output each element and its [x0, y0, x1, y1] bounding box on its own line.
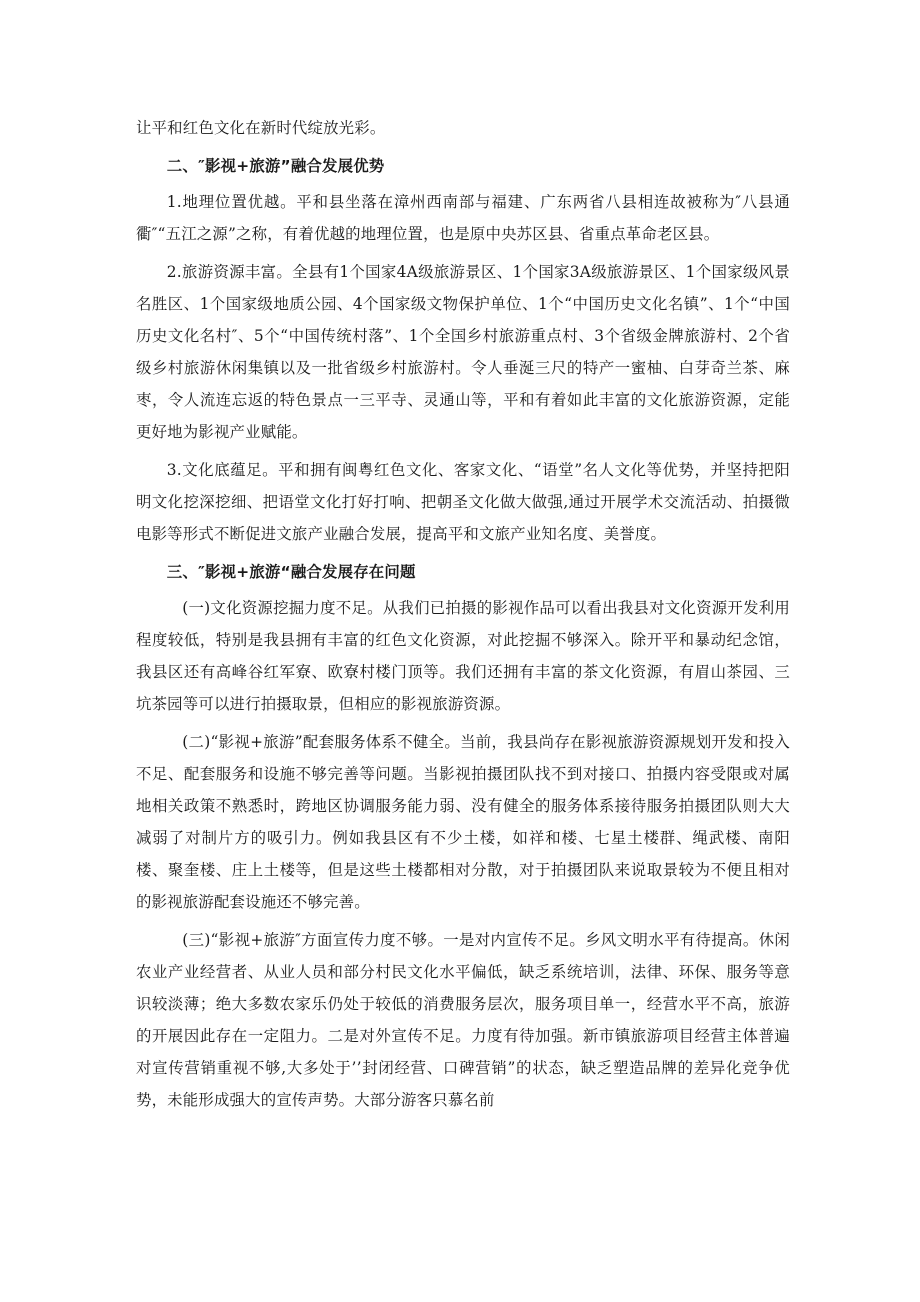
- section-2-item-2: 2.旅游资源丰富。全县有1个国家4A级旅游景区、1个国家3A级旅游景区、1个国家级风景名胜区、1个国家级地质公园、4个国家级文物保护单位、1个“中国历史文化名镇”、1个“中国历史文化名村″、5个“中国传统村落”、1个全国乡村旅游重点村、3个省级金牌旅游村、2个省级乡村旅游休闲集镇以及一批省级乡村旅游村。令人垂涎三尺的特产一蜜柚、白芽奇兰茶、麻枣，令人流连忘返的特色景点一三平寺、灵通山等，平和有着如此丰富的文化旅游资源，定能更好地为影视产业赋能。: [136, 263, 790, 441]
- section-2-heading: 二、″影视+旅游”融合发展优势: [166, 157, 385, 175]
- section-2-item-1: 1.地理位置优越。平和县坐落在漳州西南部与福建、广东两省八县相连故被称为″八县通衢″“五江之源”之称，有着优越的地理位置，也是原中央苏区县、省重点革命老区县。: [136, 193, 790, 243]
- section-3-item-2: (二)“影视+旅游”配套服务体系不健全。当前，我县尚存在影视旅游资源规划开发和投入不足、配套服务和设施不够完善等问题。当影视拍摄团队找不到对接口、拍摄内容受限或对属地相关政策不熟悉时，跨地区协调服务能力弱、没有健全的服务体系接待服务拍摄团队则大大减弱了对制片方的吸引力。例如我县区有不少土楼，如祥和楼、七星土楼群、绳武楼、南阳楼、聚奎楼、庄上土楼等，但是这些土楼都相对分散，对于拍摄团队来说取景较为不便且相对的影视旅游配套设施还不够完善。: [136, 733, 790, 911]
- document-page: [136, 112, 790, 1116]
- section-3-item-3: (三)“影视+旅游″方面宣传力度不够。一是对内宣传不足。乡风文明水平有待提高。休闲农业产业经营者、从业人员和部分村民文化水平偏低，缺乏系统培训，法律、环保、服务等意识较淡薄；绝大多数农家乐仍处于较低的消费服务层次，服务项目单一，经营水平不高，旅游的开展因此存在一定阻力。二是对外宣传不足。力度有待加强。新市镇旅游项目经营主体普遍对宣传营销重视不够,大多处于’’封闭经营、口碑营销”的状态，缺乏塑造品牌的差异化竞争优势，未能形成强大的宣传声势。大部分游客只慕名前: [136, 931, 790, 1109]
- section-3-heading: 三、″影视+旅游“融合发展存在问题: [166, 563, 416, 581]
- section-3-item-1: (一)文化资源挖掘力度不足。从我们已拍摄的影视作品可以看出我县对文化资源开发利用程度较低，特别是我县拥有丰富的红色文化资源，对此挖掘不够深入。除开平和暴动纪念馆，我县区还有高峰谷红军寮、欧寮村楼门顶等。我们还拥有丰富的茶文化资源，有眉山茶园、三坑茶园等可以进行拍摄取景，但相应的影视旅游资源。: [136, 599, 790, 713]
- section-2-item-3: 3.文化底蕴足。平和拥有闽粤红色文化、客家文化、“语堂”名人文化等优势，并坚持把阳明文化挖深挖细、把语堂文化打好打响、把朝圣文化做大做强,通过开展学术交流活动、拍摄微电影等形式不断促进文旅产业融合发展，提高平和文旅产业知名度、美誉度。: [136, 461, 790, 543]
- lead-in-paragraph: 让平和红色文化在新时代绽放光彩。: [136, 119, 386, 137]
